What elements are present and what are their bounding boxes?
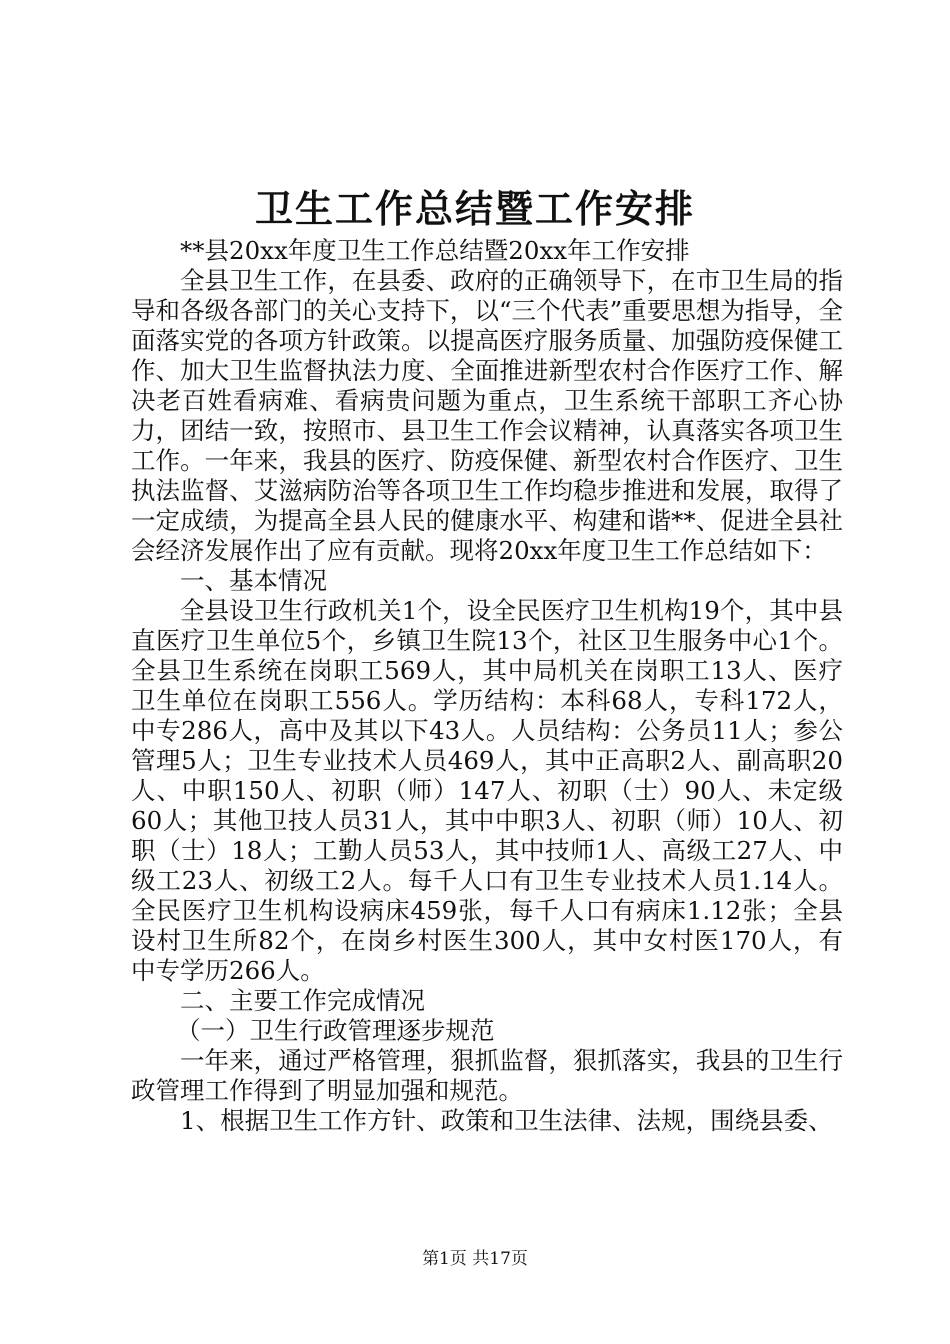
section-heading-main-work: 二、主要工作完成情况 — [180, 986, 425, 1015]
paragraph-intro: 全县卫生工作，在县委、政府的正确领导下，在市卫生局的指导和各级各部门的关心支持下，以“三个代表”重要思想为指导，全面落实党的各项方针政策。以提高医疗服务质量、加强防疫保健工作、加大卫生监督执法力度、全面推进新型农村合作医疗工作、解决老百姓看病难、看病贵问题为重点，卫生系统干部职工齐心协力，团结一致，按照市、县卫生工作会议精神，认真落实各项卫生工作。一年来，我县的医疗、防疫保健、新型农村合作医疗、卫生执法监督、艾滋病防治等各项卫生工作均稳步推进和发展，取得了一定成绩，为提高全县人民的健康水平、构建和谐**、促进全县社会经济发展作出了应有贡献。现将20xx年度卫生工作总结如下： — [131, 266, 843, 565]
document-subtitle: **县20xx年度卫生工作总结暨20xx年工作安排 — [180, 236, 690, 265]
subsection-heading-admin: （一）卫生行政管理逐步规范 — [176, 1016, 495, 1045]
document-body — [131, 236, 843, 1136]
document-title: 卫生工作总结暨工作安排 — [254, 186, 695, 231]
paragraph-admin: 一年来，通过严格管理，狠抓监督，狠抓落实，我县的卫生行政管理工作得到了明显加强和规范。 — [131, 1046, 843, 1105]
page-footer: 第1页 共17页 — [422, 1249, 528, 1269]
paragraph-basic-situation: 全县设卫生行政机关1个，设全民医疗卫生机构19个，其中县直医疗卫生单位5个，乡镇卫生院13个，社区卫生服务中心1个。全县卫生系统在岗职工569人，其中局机关在岗职工13人、医疗卫生单位在岗职工556人。学历结构：本科68人，专科172人，中专286人，高中及其以下43人。人员结构：公务员11人；参公管理5人；卫生专业技术人员469人，其中正高职2人、副高职20人、中职150人、初职（师）147人、初职（士）90人、未定级60人；其他卫技人员31人，其中中职3人、初职（师）10人、初职（士）18人；工勤人员53人，其中技师1人、高级工27人、中级工23人、初级工2人。每千人口有卫生专业技术人员1.14人。全民医疗卫生机构设病床459张，每千人口有病床1.12张；全县设村卫生所82个，在岗乡村医生300人，其中女村医170人，有中专学历266人。 — [131, 596, 843, 985]
paragraph-item-1: 1、根据卫生工作方针、政策和卫生法律、法规，围绕县委、 — [180, 1106, 833, 1135]
section-heading-basic: 一、基本情况 — [180, 566, 327, 595]
